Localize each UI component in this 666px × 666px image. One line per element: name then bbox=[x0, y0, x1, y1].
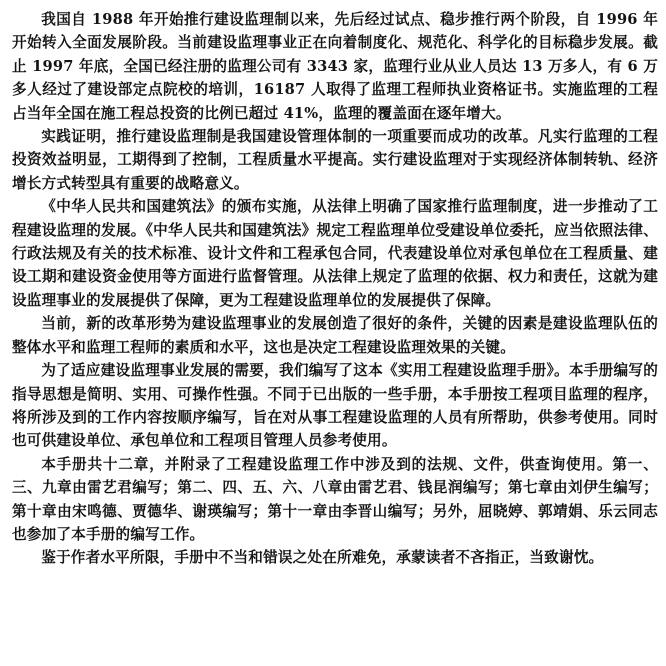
paragraph-purpose: 为了适应建设监理事业发展的需要，我们编写了这本《实用工程建设监理手册》。本手册编写的指导思想是简明、实用、可操作性强。不同于已出版的一些手册，本手册按工程项目监理的程序，将所涉及到的工作内容按顺序编写，旨在对从事工程建设监理的人员有所帮助，供参考使用。同时也可供建设单位、承包单位和工程项目管理人员参考使用。 bbox=[12, 362, 658, 450]
paragraph-acknowledgement: 鉴于作者水平所限，手册中不当和错误之处在所难免，承蒙读者不吝指正，当致谢忱。 bbox=[41, 549, 604, 567]
paragraph-practice: 实践证明，推行建设监理制是我国建设管理体制的一项重要而成功的改革。凡实行监理的工程投资效益明显，工期得到了控制，工程质量水平提高。实行建设监理对于实现经济体制转轨、经济增长方式转型具有重要的战略意义。 bbox=[12, 128, 658, 192]
paragraph-current-situation: 当前，新的改革形势为建设监理事业的发展创造了很好的条件，关键的因素是建设监理队伍的整体水平和监理工程师的素质和水平，这也是决定工程建设监理效果的关键。 bbox=[12, 315, 658, 356]
paragraph-construction-law: 《中华人民共和国建筑法》的颁布实施，从法律上明确了国家推行监理制度，进一步推动了工程建设监理的发展。《中华人民共和国建筑法》规定工程监理单位受建设单位委托，应当依照法律、行政法规及有关的技术标准、设计文件和工程承包合同，代表建设单位对承包单位在工程质量、建设工期和建设资金使用等方面进行监督管理。从法律上规定了监理的依据、权力和责任，这就为建设监理事业的发展提供了保障，更为工程建设监理单位的发展提供了保障。 bbox=[12, 198, 658, 309]
paragraph-history: 我国自 1988 年开始推行建设监理制以来，先后经过试点、稳步推行两个阶段，自 1996 年开始转入全面发展阶段。当前建设监理事业正在向着制度化、规范化、科学化的目标稳步发展。截止 1997 年底，全国已经注册的监理公司有 3343 家，监理行业从业人员达 13 万多人，有 6 万多人经过了建设部定点院校的培训，16187 人取得了监理工程师执业资格证书。实施监理的工程占当年全国在施工程总投资的比例已超过 41%，监理的覆盖面在逐年增大。 bbox=[12, 11, 658, 122]
paragraph-authors: 本手册共十二章，并附录了工程建设监理工作中涉及到的法规、文件，供查询使用。第一、三、九章由雷艺君编写；第二、四、五、六、八章由雷艺君、钱昆润编写；第七章由刘伊生编写；第十章由宋鸣德、贾德华、谢瑛编写；第十一章由李晋山编写；另外，屈晓婷、郭靖娟、乐云同志也参加了本手册的编写工作。 bbox=[12, 455, 658, 543]
